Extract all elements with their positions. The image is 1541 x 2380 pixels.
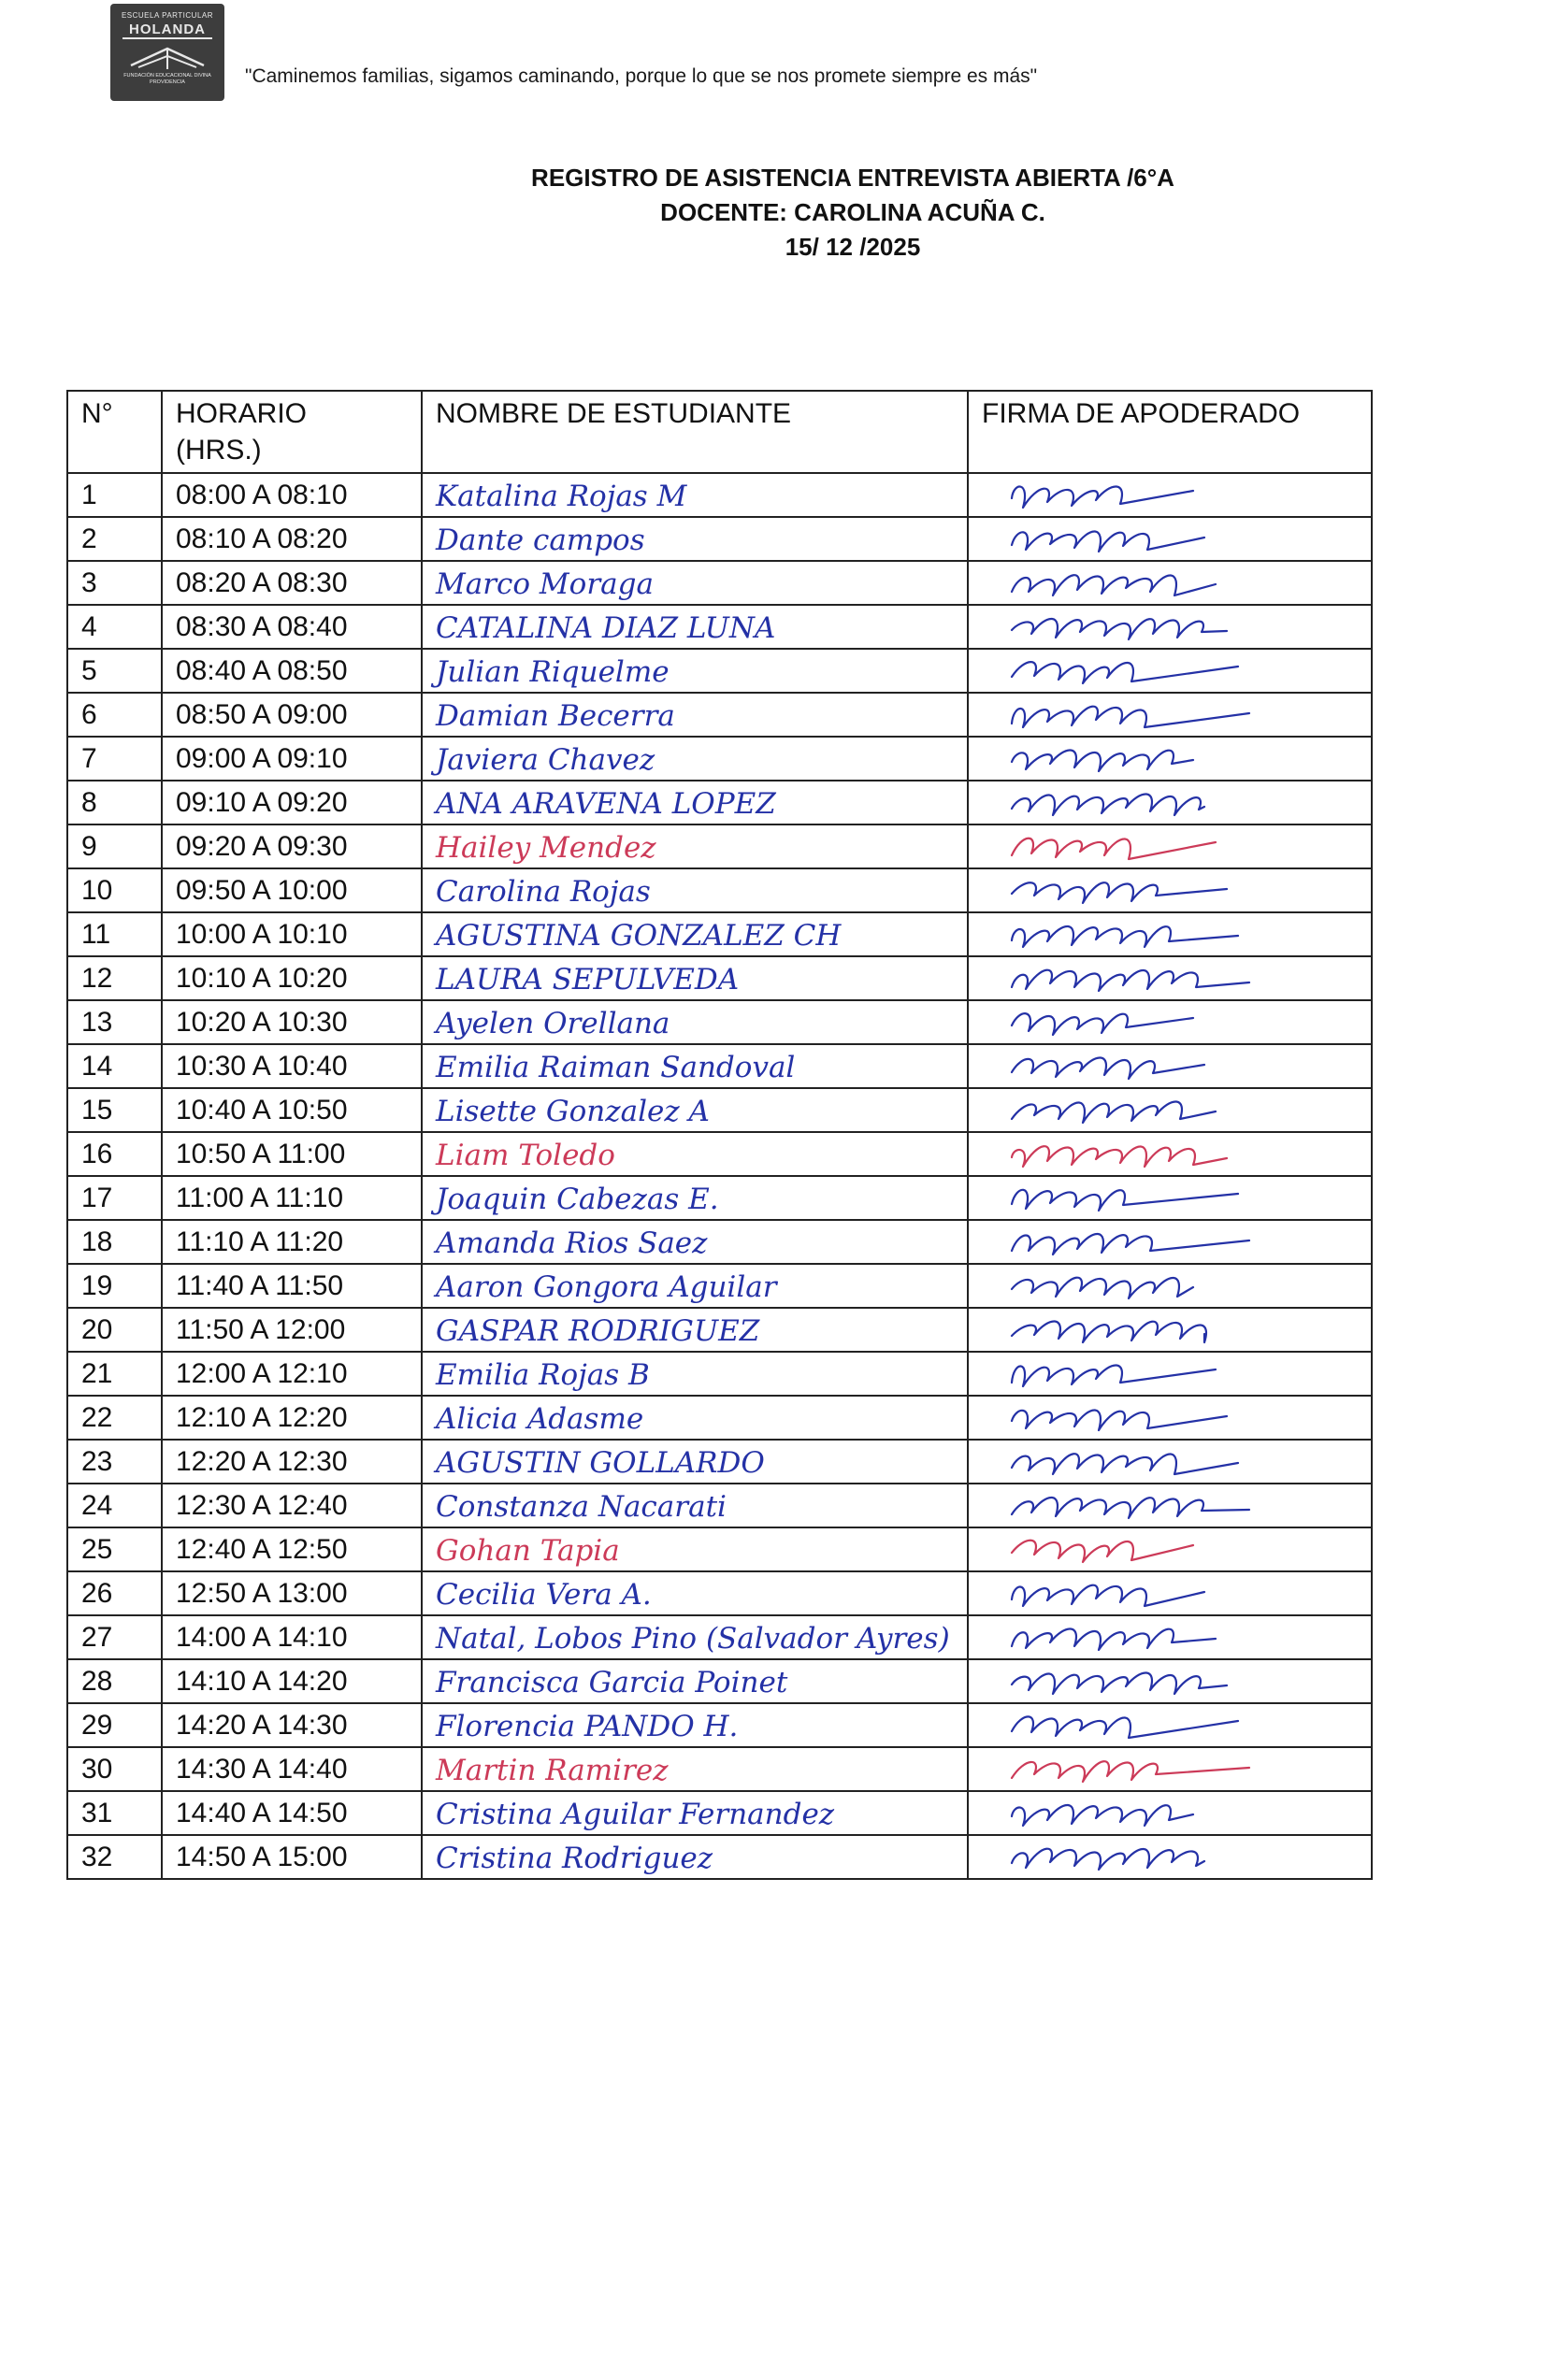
student-name-handwritten: Carolina Rojas [436, 875, 651, 909]
table-row [67, 1484, 1372, 1527]
row-signature-cell [968, 1791, 1372, 1835]
row-signature-cell [968, 868, 1372, 912]
row-signature-cell [968, 561, 1372, 605]
signature-scribble-icon [1006, 1530, 1287, 1568]
row-horario: 10:00 A 10:10 [162, 912, 422, 956]
row-signature-cell [968, 605, 1372, 649]
signature-scribble-icon [1006, 1355, 1287, 1392]
table-header-row [67, 391, 1372, 473]
row-student-name-cell [422, 1703, 968, 1747]
row-student-name-cell [422, 517, 968, 561]
table-row [67, 1396, 1372, 1440]
row-number: 26 [67, 1571, 162, 1615]
row-number: 27 [67, 1615, 162, 1659]
signature-scribble-icon [1006, 1794, 1287, 1831]
document-date: 15/ 12 /2025 [785, 233, 921, 261]
signature-scribble-icon [1006, 1838, 1287, 1875]
table-row [67, 1264, 1372, 1308]
row-signature-cell [968, 824, 1372, 868]
row-horario: 08:50 A 09:00 [162, 693, 422, 737]
student-name-handwritten: AGUSTIN GOLLARDO [436, 1446, 765, 1480]
row-student-name-cell [422, 1835, 968, 1879]
attendance-table [66, 390, 1373, 1880]
table-row [67, 1835, 1372, 1879]
table-row [67, 737, 1372, 781]
row-horario: 08:00 A 08:10 [162, 473, 422, 517]
signature-scribble-icon [1006, 1135, 1287, 1172]
table-row [67, 693, 1372, 737]
signature-scribble-icon [1006, 564, 1287, 601]
row-student-name-cell [422, 737, 968, 781]
row-horario: 11:50 A 12:00 [162, 1308, 422, 1352]
row-student-name-cell [422, 1396, 968, 1440]
signature-scribble-icon [1006, 695, 1287, 733]
row-number: 28 [67, 1659, 162, 1703]
signature-scribble-icon [1006, 476, 1287, 513]
student-name-handwritten: Cristina Rodriguez [436, 1842, 713, 1875]
row-horario: 12:10 A 12:20 [162, 1396, 422, 1440]
header-nombre: NOMBRE DE ESTUDIANTE [422, 391, 968, 473]
row-student-name-cell [422, 1220, 968, 1264]
row-signature-cell [968, 1484, 1372, 1527]
row-signature-cell [968, 1747, 1372, 1791]
row-student-name-cell [422, 868, 968, 912]
row-horario: 08:40 A 08:50 [162, 649, 422, 693]
row-signature-cell [968, 912, 1372, 956]
student-name-handwritten: Martin Ramirez [436, 1754, 669, 1787]
row-student-name-cell [422, 824, 968, 868]
student-name-handwritten: Emilia Raiman Sandoval [436, 1051, 796, 1084]
row-student-name-cell [422, 1000, 968, 1044]
row-signature-cell [968, 737, 1372, 781]
table-row [67, 1220, 1372, 1264]
row-signature-cell [968, 1703, 1372, 1747]
student-name-handwritten: Dante campos [436, 523, 645, 557]
logo-subtitle: FUNDACIÓN EDUCACIONAL DIVINA PROVIDENCIA [123, 73, 211, 85]
student-name-handwritten: Ayelen Orellana [436, 1007, 670, 1040]
row-number: 14 [67, 1044, 162, 1088]
row-number: 20 [67, 1308, 162, 1352]
signature-scribble-icon [1006, 608, 1287, 645]
school-logo [110, 4, 224, 101]
signature-scribble-icon [1006, 1311, 1287, 1348]
row-signature-cell [968, 1000, 1372, 1044]
table-row [67, 1747, 1372, 1791]
row-horario: 10:30 A 10:40 [162, 1044, 422, 1088]
table-row [67, 1703, 1372, 1747]
table-row [67, 1000, 1372, 1044]
table-row [67, 1659, 1372, 1703]
student-name-handwritten: Alicia Adasme [436, 1402, 644, 1436]
row-number: 4 [67, 605, 162, 649]
student-name-handwritten: Gohan Tapia [436, 1534, 620, 1568]
signature-scribble-icon [1006, 1267, 1287, 1304]
row-number: 24 [67, 1484, 162, 1527]
student-name-handwritten: Damian Becerra [436, 699, 675, 733]
school-motto: "Caminemos familias, sigamos caminando, porque lo que se nos promete siempre es más" [245, 65, 1038, 87]
row-horario: 10:40 A 10:50 [162, 1088, 422, 1132]
student-name-handwritten: Joaquin Cabezas E. [436, 1183, 719, 1216]
row-horario: 14:30 A 14:40 [162, 1747, 422, 1791]
row-number: 5 [67, 649, 162, 693]
row-horario: 10:50 A 11:00 [162, 1132, 422, 1176]
row-signature-cell [968, 956, 1372, 1000]
student-name-handwritten: CATALINA DIAZ LUNA [436, 611, 776, 645]
student-name-handwritten: Francisca Garcia Poinet [436, 1666, 788, 1699]
row-horario: 11:00 A 11:10 [162, 1176, 422, 1220]
student-name-handwritten: Cristina Aguilar Fernandez [436, 1798, 835, 1831]
row-signature-cell [968, 1440, 1372, 1484]
table-row [67, 868, 1372, 912]
row-signature-cell [968, 517, 1372, 561]
row-student-name-cell [422, 1571, 968, 1615]
row-horario: 14:10 A 14:20 [162, 1659, 422, 1703]
signature-scribble-icon [1006, 783, 1287, 821]
student-name-handwritten: ANA ARAVENA LOPEZ [436, 787, 776, 821]
signature-scribble-icon [1006, 871, 1287, 909]
signature-scribble-icon [1006, 1618, 1287, 1656]
student-name-handwritten: Aaron Gongora Aguilar [436, 1270, 777, 1304]
table-row [67, 517, 1372, 561]
table-row [67, 1088, 1372, 1132]
row-number: 6 [67, 693, 162, 737]
row-number: 7 [67, 737, 162, 781]
row-number: 9 [67, 824, 162, 868]
row-student-name-cell [422, 1044, 968, 1088]
signature-scribble-icon [1006, 827, 1287, 865]
row-horario: 09:20 A 09:30 [162, 824, 422, 868]
signature-scribble-icon [1006, 1750, 1287, 1787]
row-number: 10 [67, 868, 162, 912]
table-row [67, 649, 1372, 693]
teacher-name: DOCENTE: CAROLINA ACUÑA C. [660, 198, 1045, 226]
table-row [67, 912, 1372, 956]
student-name-handwritten: Natal, Lobos Pino (Salvador Ayres) [436, 1622, 950, 1656]
row-horario: 12:00 A 12:10 [162, 1352, 422, 1396]
student-name-handwritten: Katalina Rojas M [436, 480, 687, 513]
row-number: 19 [67, 1264, 162, 1308]
row-number: 17 [67, 1176, 162, 1220]
signature-scribble-icon [1006, 1486, 1287, 1524]
table-row [67, 1527, 1372, 1571]
student-name-handwritten: Julian Riquelme [436, 655, 670, 689]
row-horario: 14:50 A 15:00 [162, 1835, 422, 1879]
header-horario [162, 391, 422, 473]
student-name-handwritten: Florencia PANDO H. [436, 1710, 739, 1743]
table-row [67, 1352, 1372, 1396]
row-horario: 08:10 A 08:20 [162, 517, 422, 561]
table-row [67, 561, 1372, 605]
header-firma: FIRMA DE APODERADO [968, 391, 1372, 473]
book-emblem-icon [127, 43, 208, 71]
row-student-name-cell [422, 649, 968, 693]
row-student-name-cell [422, 1308, 968, 1352]
row-horario: 08:30 A 08:40 [162, 605, 422, 649]
row-signature-cell [968, 1396, 1372, 1440]
header-number: N° [67, 391, 162, 473]
row-signature-cell [968, 1835, 1372, 1879]
document-title: REGISTRO DE ASISTENCIA ENTREVISTA ABIERTA /6°A [531, 164, 1174, 192]
student-name-handwritten: Hailey Mendez [436, 831, 656, 865]
row-student-name-cell [422, 1791, 968, 1835]
student-name-handwritten: AGUSTINA GONZALEZ CH [436, 919, 842, 953]
row-student-name-cell [422, 1132, 968, 1176]
row-number: 15 [67, 1088, 162, 1132]
signature-scribble-icon [1006, 1003, 1287, 1040]
row-number: 21 [67, 1352, 162, 1396]
row-number: 31 [67, 1791, 162, 1835]
signature-scribble-icon [1006, 1706, 1287, 1743]
table-row [67, 1044, 1372, 1088]
table-row [67, 1132, 1372, 1176]
row-signature-cell [968, 1352, 1372, 1396]
table-row [67, 473, 1372, 517]
row-horario: 14:00 A 14:10 [162, 1615, 422, 1659]
row-student-name-cell [422, 561, 968, 605]
row-student-name-cell [422, 1484, 968, 1527]
signature-scribble-icon [1006, 1398, 1287, 1436]
row-signature-cell [968, 1220, 1372, 1264]
row-signature-cell [968, 693, 1372, 737]
signature-scribble-icon [1006, 915, 1287, 953]
row-signature-cell [968, 473, 1372, 517]
row-horario: 09:00 A 09:10 [162, 737, 422, 781]
row-student-name-cell [422, 1615, 968, 1659]
row-signature-cell [968, 1308, 1372, 1352]
row-signature-cell [968, 1571, 1372, 1615]
row-student-name-cell [422, 956, 968, 1000]
row-student-name-cell [422, 1352, 968, 1396]
signature-scribble-icon [1006, 1662, 1287, 1699]
row-signature-cell [968, 1615, 1372, 1659]
student-name-handwritten: Amanda Rios Saez [436, 1226, 708, 1260]
signature-scribble-icon [1006, 739, 1287, 777]
student-name-handwritten: Constanza Nacarati [436, 1490, 727, 1524]
table-row [67, 1176, 1372, 1220]
row-student-name-cell [422, 693, 968, 737]
row-signature-cell [968, 781, 1372, 824]
signature-scribble-icon [1006, 652, 1287, 689]
signature-scribble-icon [1006, 520, 1287, 557]
row-signature-cell [968, 1659, 1372, 1703]
row-signature-cell [968, 649, 1372, 693]
row-number: 18 [67, 1220, 162, 1264]
row-horario: 12:30 A 12:40 [162, 1484, 422, 1527]
row-number: 32 [67, 1835, 162, 1879]
table-row [67, 781, 1372, 824]
row-number: 13 [67, 1000, 162, 1044]
row-signature-cell [968, 1527, 1372, 1571]
header-horario-unit: (HRS.) [176, 435, 262, 466]
signature-scribble-icon [1006, 959, 1287, 996]
signature-scribble-icon [1006, 1047, 1287, 1084]
signature-scribble-icon [1006, 1223, 1287, 1260]
row-student-name-cell [422, 473, 968, 517]
row-horario: 11:40 A 11:50 [162, 1264, 422, 1308]
row-number: 22 [67, 1396, 162, 1440]
row-number: 30 [67, 1747, 162, 1791]
row-student-name-cell [422, 1440, 968, 1484]
row-horario: 14:20 A 14:30 [162, 1703, 422, 1747]
row-horario: 09:50 A 10:00 [162, 868, 422, 912]
row-student-name-cell [422, 1176, 968, 1220]
student-name-handwritten: GASPAR RODRIGUEZ [436, 1314, 760, 1348]
row-number: 12 [67, 956, 162, 1000]
row-student-name-cell [422, 1747, 968, 1791]
row-student-name-cell [422, 1088, 968, 1132]
row-number: 3 [67, 561, 162, 605]
row-student-name-cell [422, 1659, 968, 1703]
row-horario: 09:10 A 09:20 [162, 781, 422, 824]
row-horario: 10:20 A 10:30 [162, 1000, 422, 1044]
header-horario-label: HORARIO [176, 398, 308, 429]
row-horario: 12:40 A 12:50 [162, 1527, 422, 1571]
row-student-name-cell [422, 1264, 968, 1308]
row-signature-cell [968, 1044, 1372, 1088]
table-row [67, 956, 1372, 1000]
table-row [67, 1440, 1372, 1484]
logo-name: HOLANDA [122, 22, 212, 39]
table-row [67, 1308, 1372, 1352]
student-name-handwritten: Emilia Rojas B [436, 1358, 650, 1392]
student-name-handwritten: Cecilia Vera A. [436, 1578, 652, 1612]
row-horario: 12:50 A 13:00 [162, 1571, 422, 1615]
row-signature-cell [968, 1176, 1372, 1220]
table-row [67, 1571, 1372, 1615]
row-number: 23 [67, 1440, 162, 1484]
row-horario: 10:10 A 10:20 [162, 956, 422, 1000]
row-number: 25 [67, 1527, 162, 1571]
row-horario: 11:10 A 11:20 [162, 1220, 422, 1264]
signature-scribble-icon [1006, 1574, 1287, 1612]
table-row [67, 1791, 1372, 1835]
document-title-block [0, 161, 1541, 265]
signature-scribble-icon [1006, 1091, 1287, 1128]
student-name-handwritten: Marco Moraga [436, 567, 654, 601]
row-number: 1 [67, 473, 162, 517]
row-number: 2 [67, 517, 162, 561]
row-horario: 08:20 A 08:30 [162, 561, 422, 605]
row-horario: 12:20 A 12:30 [162, 1440, 422, 1484]
table-row [67, 605, 1372, 649]
logo-top-text: ESCUELA PARTICULAR [121, 11, 214, 20]
row-number: 11 [67, 912, 162, 956]
table-row [67, 1615, 1372, 1659]
student-name-handwritten: LAURA SEPULVEDA [436, 963, 740, 996]
row-number: 16 [67, 1132, 162, 1176]
student-name-handwritten: Liam Toledo [436, 1139, 615, 1172]
row-number: 8 [67, 781, 162, 824]
student-name-handwritten: Lisette Gonzalez A [436, 1095, 710, 1128]
row-signature-cell [968, 1132, 1372, 1176]
signature-scribble-icon [1006, 1442, 1287, 1480]
table-row [67, 824, 1372, 868]
student-name-handwritten: Javiera Chavez [436, 743, 655, 777]
row-student-name-cell [422, 605, 968, 649]
row-number: 29 [67, 1703, 162, 1747]
row-signature-cell [968, 1264, 1372, 1308]
row-student-name-cell [422, 1527, 968, 1571]
row-horario: 14:40 A 14:50 [162, 1791, 422, 1835]
row-student-name-cell [422, 912, 968, 956]
row-student-name-cell [422, 781, 968, 824]
row-signature-cell [968, 1088, 1372, 1132]
signature-scribble-icon [1006, 1179, 1287, 1216]
